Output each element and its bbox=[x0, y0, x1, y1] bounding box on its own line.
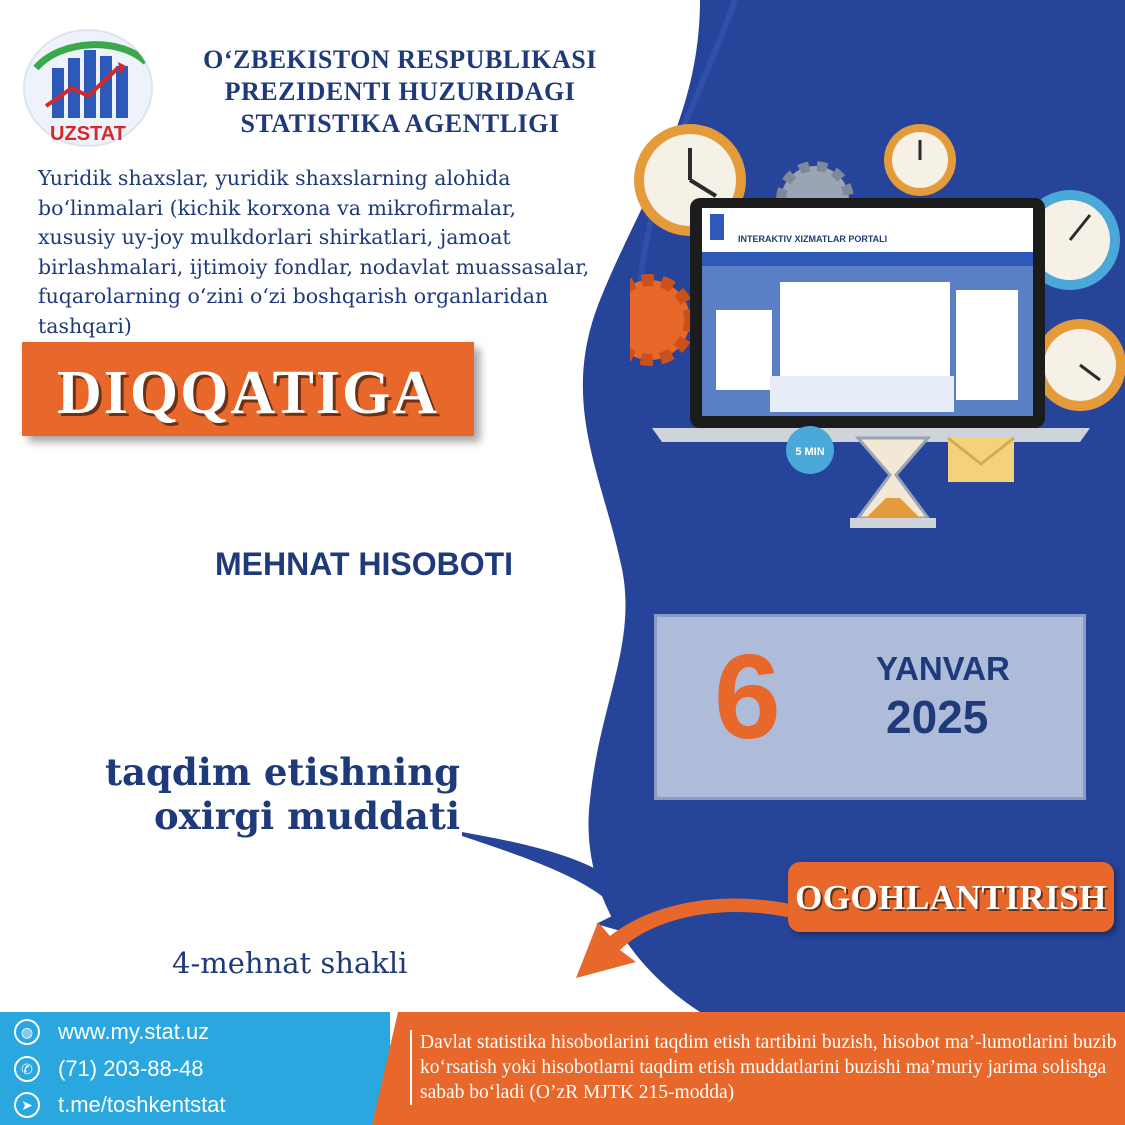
telegram-contact[interactable] bbox=[14, 1090, 226, 1120]
deadline-text bbox=[60, 750, 460, 838]
timer-badge bbox=[786, 426, 834, 474]
clock-icon bbox=[1034, 319, 1125, 411]
envelope-icon bbox=[948, 438, 1014, 482]
report-title: MEHNAT HISOBOTI bbox=[215, 546, 514, 582]
globe-icon: ◍ bbox=[14, 1019, 40, 1045]
agency-line-2: PREZIDENTI HUZURIDAGI bbox=[224, 77, 576, 106]
date-year: 2025 bbox=[886, 691, 989, 743]
legal-notice: Davlat statistika hisobotlarini taqdim etish tartibini buzish, hisobot ma’-lumotlarini buzib ko‘rsatish yoki hisobotlarni taqdim etish muddatlarini buzishi ma’muriy jarima solishga sabab bo‘ladi (O’zR MJTK 215-modda) bbox=[410, 1030, 1122, 1105]
telegram-link[interactable]: t.me/toshkentstat bbox=[58, 1092, 226, 1117]
hourglass-icon bbox=[850, 428, 936, 528]
uzstat-logo bbox=[22, 28, 154, 148]
logo-text: UZSTAT bbox=[50, 123, 126, 145]
phone-contact[interactable] bbox=[14, 1054, 204, 1084]
phone-icon: ✆ bbox=[14, 1056, 40, 1082]
attention-label: DIQQATIGA bbox=[56, 359, 439, 427]
website-contact[interactable] bbox=[14, 1017, 209, 1047]
agency-line-3: STATISTIKA AGENTLIGI bbox=[240, 109, 560, 138]
laptop-icon bbox=[652, 198, 1090, 442]
clock-icon bbox=[884, 124, 956, 196]
deadline-line-1: taqdim etishning bbox=[104, 750, 460, 794]
portal-title: INTERAKTIV XIZMATLAR PORTALI bbox=[738, 234, 888, 244]
timer-label: 5 MIN bbox=[795, 446, 825, 458]
deadline-line-2: oxirgi muddati bbox=[153, 794, 460, 838]
agency-name bbox=[170, 44, 630, 140]
website-link[interactable]: www.my.stat.uz bbox=[58, 1019, 210, 1044]
laptop-illustration bbox=[630, 120, 1125, 550]
gear-icon bbox=[630, 280, 690, 360]
audience-text: Yuridik shaxslar, yuridik shaxslarning alohida bo‘linmalari (kichik korxona va mikrofirmalar, xususiy uy-joy mulkdorlari shirkatlari, jamoat birlashmalari, ijtimoiy fondlar, nodavlat muassasalar, fuqarolarning o‘zini o‘zi boshqarish organlaridan tashqari) bbox=[38, 166, 590, 338]
agency-line-1: O‘ZBEKISTON RESPUBLIKASI bbox=[203, 45, 597, 74]
date-month: YANVAR bbox=[876, 650, 1010, 687]
date-box bbox=[654, 614, 1086, 800]
warning-label: OGOHLANTIRISH bbox=[795, 878, 1107, 917]
phone-number[interactable]: (71) 203-88-48 bbox=[58, 1056, 204, 1081]
telegram-icon: ➤ bbox=[14, 1092, 40, 1118]
form-name: 4-mehnat shakli bbox=[172, 946, 408, 980]
date-day: 6 bbox=[714, 630, 781, 764]
warning-banner bbox=[788, 862, 1114, 932]
attention-banner bbox=[22, 342, 474, 436]
